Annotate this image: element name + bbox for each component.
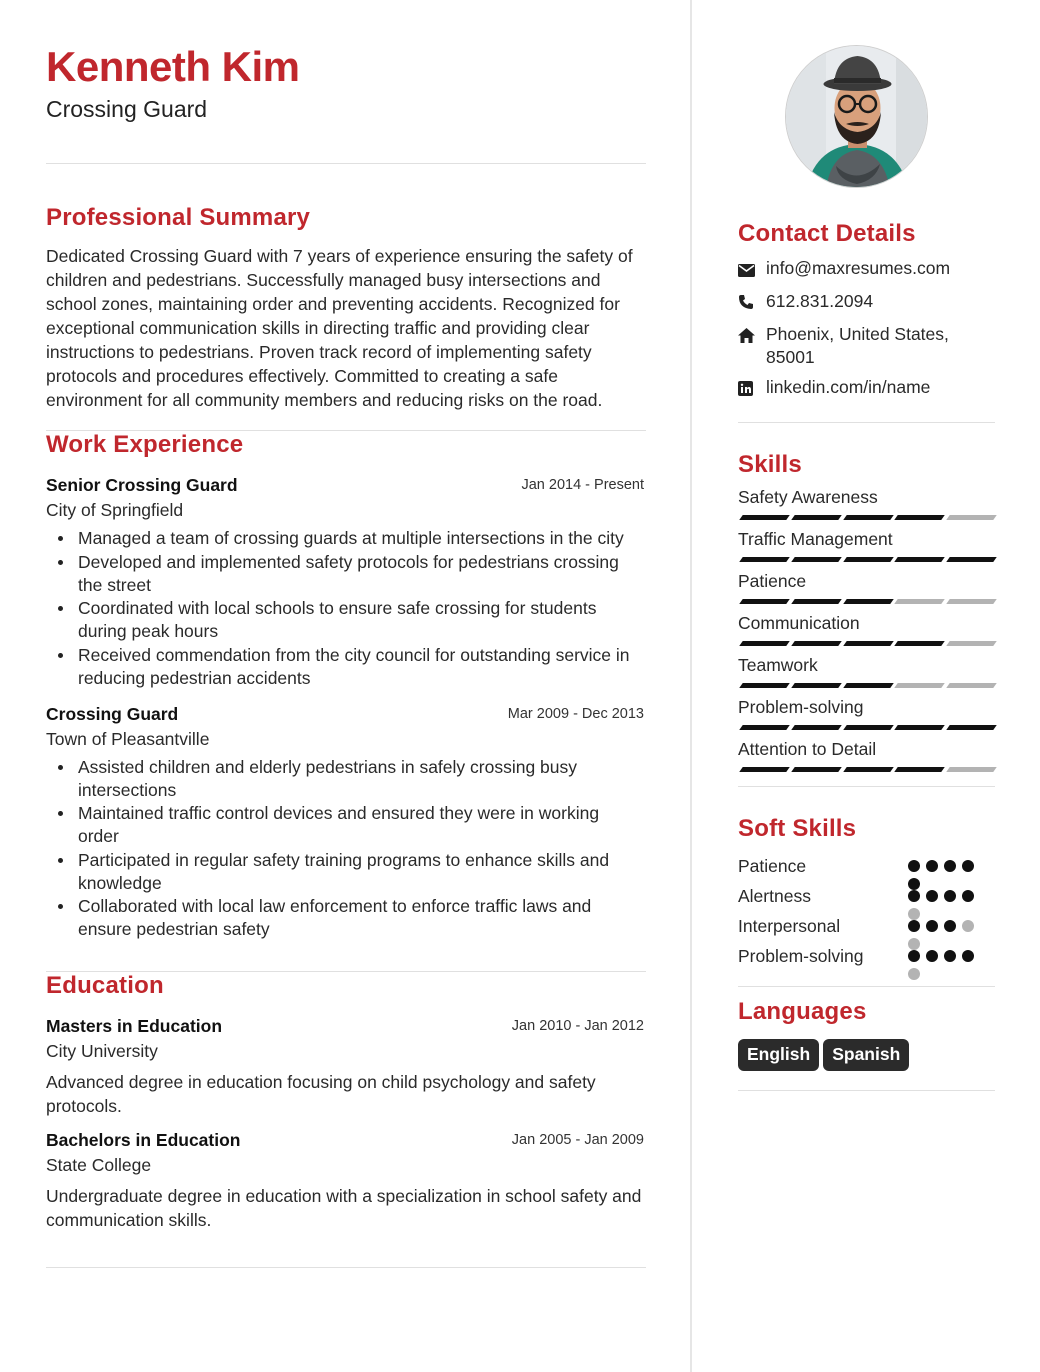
header-divider [46, 163, 646, 164]
soft-skills-heading: Soft Skills [738, 815, 857, 842]
skill-level-bar [741, 557, 995, 562]
skill-segment-filled [791, 767, 841, 772]
job-company: City of Springfield [46, 500, 184, 521]
dot-filled [908, 890, 920, 902]
skill-segment-filled [946, 557, 996, 562]
skill-level-bar [741, 683, 995, 688]
job-bullet: Managed a team of crossing guards at multiple intersections in the city [78, 527, 646, 550]
job-dates: Jan 2014 - Present [521, 477, 644, 494]
skill-segment-filled [791, 515, 841, 520]
job-bullets [46, 527, 646, 690]
skill-segment-filled [895, 641, 945, 646]
dot-filled [926, 890, 938, 902]
skill-segment-filled [843, 767, 893, 772]
job-bullet: Maintained traffic control devices and ensured they were in working order [78, 802, 646, 848]
skill-segment-empty [895, 599, 945, 604]
sidebar-divider [738, 986, 995, 987]
education-dates: Jan 2010 - Jan 2012 [511, 1018, 644, 1035]
dot-filled [926, 860, 938, 872]
contact-heading: Contact Details [738, 220, 916, 247]
soft-skill-dots [908, 860, 980, 874]
dot-filled [944, 950, 956, 962]
skill-segment-filled [843, 599, 893, 604]
experience-heading: Work Experience [46, 431, 244, 459]
soft-skill-dots [908, 920, 980, 934]
profile-photo [785, 45, 928, 188]
language-tag: English [738, 1039, 819, 1071]
skill-item [738, 738, 995, 772]
soft-skills-section [738, 815, 995, 987]
job-bullet: Collaborated with local law enforcement to enforce traffic laws and ensure pedestrian safety [78, 895, 646, 941]
dot-filled [944, 890, 956, 902]
education-school: City University [46, 1041, 158, 1062]
skill-segment-empty [946, 683, 996, 688]
skill-level-bar [741, 767, 995, 772]
skill-name: Teamwork [738, 655, 818, 675]
candidate-title: Crossing Guard [46, 96, 208, 123]
soft-skill-name: Problem-solving [738, 946, 864, 966]
main-column [46, 40, 646, 1268]
skill-name: Communication [738, 613, 860, 633]
skill-segment-filled [843, 725, 893, 730]
skills-section [738, 451, 995, 787]
skill-segment-filled [739, 767, 789, 772]
education-degree: Bachelors in Education [46, 1130, 241, 1151]
contact-email[interactable]: info@maxresumes.com [766, 258, 951, 278]
skill-level-bar [741, 599, 995, 604]
skill-name: Attention to Detail [738, 739, 877, 759]
skill-segment-empty [946, 515, 996, 520]
contact-address: Phoenix, United States, 85001 [766, 324, 949, 367]
skill-segment-filled [739, 641, 789, 646]
skill-segment-filled [895, 767, 945, 772]
skills-list [738, 486, 995, 772]
soft-skill-item [738, 942, 995, 972]
soft-skill-dots [908, 890, 980, 904]
dot-filled [944, 860, 956, 872]
dot-filled [944, 920, 956, 932]
soft-skills-list [738, 852, 995, 972]
skill-segment-filled [791, 557, 841, 562]
languages-list [738, 1039, 995, 1071]
skill-segment-filled [791, 725, 841, 730]
dot-empty [908, 968, 920, 980]
skill-segment-empty [946, 641, 996, 646]
home-icon [738, 323, 766, 349]
summary-section [46, 204, 646, 412]
skill-segment-filled [843, 683, 893, 688]
skill-item [738, 654, 995, 688]
skill-segment-filled [791, 641, 841, 646]
education-degree: Masters in Education [46, 1016, 223, 1037]
job-bullet: Coordinated with local schools to ensure safe crossing for students during peak hours [78, 597, 646, 643]
job-title: Crossing Guard [46, 703, 179, 724]
skill-segment-filled [739, 599, 789, 604]
languages-section [738, 998, 995, 1091]
section-divider [46, 1267, 646, 1268]
skill-item [738, 528, 995, 562]
skill-segment-filled [895, 515, 945, 520]
candidate-name: Kenneth Kim [46, 43, 300, 90]
dot-filled [962, 890, 974, 902]
dot-filled [926, 920, 938, 932]
contact-section [738, 220, 995, 423]
summary-heading: Professional Summary [46, 204, 311, 232]
skill-segment-filled [791, 599, 841, 604]
job-bullet: Assisted children and elderly pedestrians in safely crossing busy intersections [78, 756, 646, 802]
skill-item [738, 612, 995, 646]
skill-segment-empty [895, 683, 945, 688]
job-bullet: Developed and implemented safety protocols for pedestrians crossing the street [78, 551, 646, 597]
skill-segment-filled [843, 515, 893, 520]
job-title: Senior Crossing Guard [46, 475, 238, 496]
sidebar-divider [738, 786, 995, 787]
sidebar-divider [738, 1090, 995, 1091]
languages-heading: Languages [738, 998, 867, 1025]
skills-heading: Skills [738, 451, 802, 478]
education-entry [46, 1016, 646, 1118]
job-bullet: Received commendation from the city council for outstanding service in reducing pedestrian accidents [78, 644, 646, 690]
profile-photo-image [786, 46, 928, 188]
skill-item [738, 486, 995, 520]
dot-filled [908, 920, 920, 932]
skill-item [738, 570, 995, 604]
skill-segment-empty [946, 599, 996, 604]
contact-phone-row [738, 290, 995, 316]
phone-icon [738, 290, 766, 316]
contact-phone[interactable]: 612.831.2094 [766, 291, 874, 311]
skill-level-bar [741, 641, 995, 646]
contact-email-row [738, 257, 995, 283]
education-school: State College [46, 1155, 152, 1176]
skill-segment-filled [843, 641, 893, 646]
dot-filled [908, 860, 920, 872]
column-divider [690, 0, 692, 1372]
skill-segment-filled [739, 557, 789, 562]
job-entry [46, 704, 646, 942]
sidebar-divider [738, 422, 995, 423]
skill-segment-filled [791, 683, 841, 688]
education-entry [46, 1130, 646, 1232]
contact-linkedin[interactable]: linkedin.com/in/name [766, 377, 931, 397]
linkedin-icon [738, 376, 766, 402]
skill-name: Problem-solving [738, 697, 864, 717]
education-section [46, 972, 646, 1232]
envelope-icon [738, 257, 766, 283]
soft-skill-name: Interpersonal [738, 916, 841, 936]
job-bullets [46, 756, 646, 942]
skill-item [738, 696, 995, 730]
skill-name: Patience [738, 571, 807, 591]
education-heading: Education [46, 972, 164, 1000]
education-description: Undergraduate degree in education with a specialization in school safety and communication skills. [46, 1186, 642, 1231]
skill-level-bar [741, 725, 995, 730]
dot-filled [926, 950, 938, 962]
skill-name: Safety Awareness [738, 487, 878, 507]
skill-segment-filled [739, 683, 789, 688]
soft-skill-dots [908, 950, 980, 964]
education-list [46, 1016, 646, 1232]
skill-segment-filled [739, 515, 789, 520]
dot-filled [908, 950, 920, 962]
job-dates: Mar 2009 - Dec 2013 [507, 705, 644, 722]
skill-name: Traffic Management [738, 529, 893, 549]
skill-segment-empty [946, 767, 996, 772]
soft-skill-name: Patience [738, 856, 807, 876]
job-company: Town of Pleasantville [46, 728, 210, 749]
experience-section [46, 431, 646, 941]
job-entry [46, 475, 646, 690]
skill-segment-filled [946, 725, 996, 730]
summary-text: Dedicated Crossing Guard with 7 years of experience ensuring the safety of children and pedestrians. Successfully managed busy intersections and school zones, maintaining order and preventing accidents. Recognized for exceptional communication skills in directing traffic and providing clear instructions to pedestrians. Proven track record of implementing safety protocols and procedures effectively. Committed to creating a safe environment for all community members and reducing risks on the road. [46, 246, 633, 411]
dot-empty [962, 920, 974, 932]
job-bullet: Participated in regular safety training programs to enhance skills and knowledge [78, 849, 646, 895]
language-tag: Spanish [823, 1039, 909, 1071]
soft-skill-item [738, 882, 995, 912]
skill-segment-filled [895, 725, 945, 730]
contact-linkedin-row [738, 376, 995, 402]
soft-skill-item [738, 912, 995, 942]
skill-segment-filled [843, 557, 893, 562]
soft-skill-item [738, 852, 995, 882]
dot-filled [962, 950, 974, 962]
education-description: Advanced degree in education focusing on child psychology and safety protocols. [46, 1072, 596, 1117]
job-list [46, 475, 646, 941]
contact-address-row [738, 323, 995, 369]
soft-skill-name: Alertness [738, 886, 811, 906]
skill-segment-filled [739, 725, 789, 730]
skill-segment-filled [895, 557, 945, 562]
dot-filled [962, 860, 974, 872]
education-dates: Jan 2005 - Jan 2009 [511, 1132, 644, 1149]
skill-level-bar [741, 515, 995, 520]
